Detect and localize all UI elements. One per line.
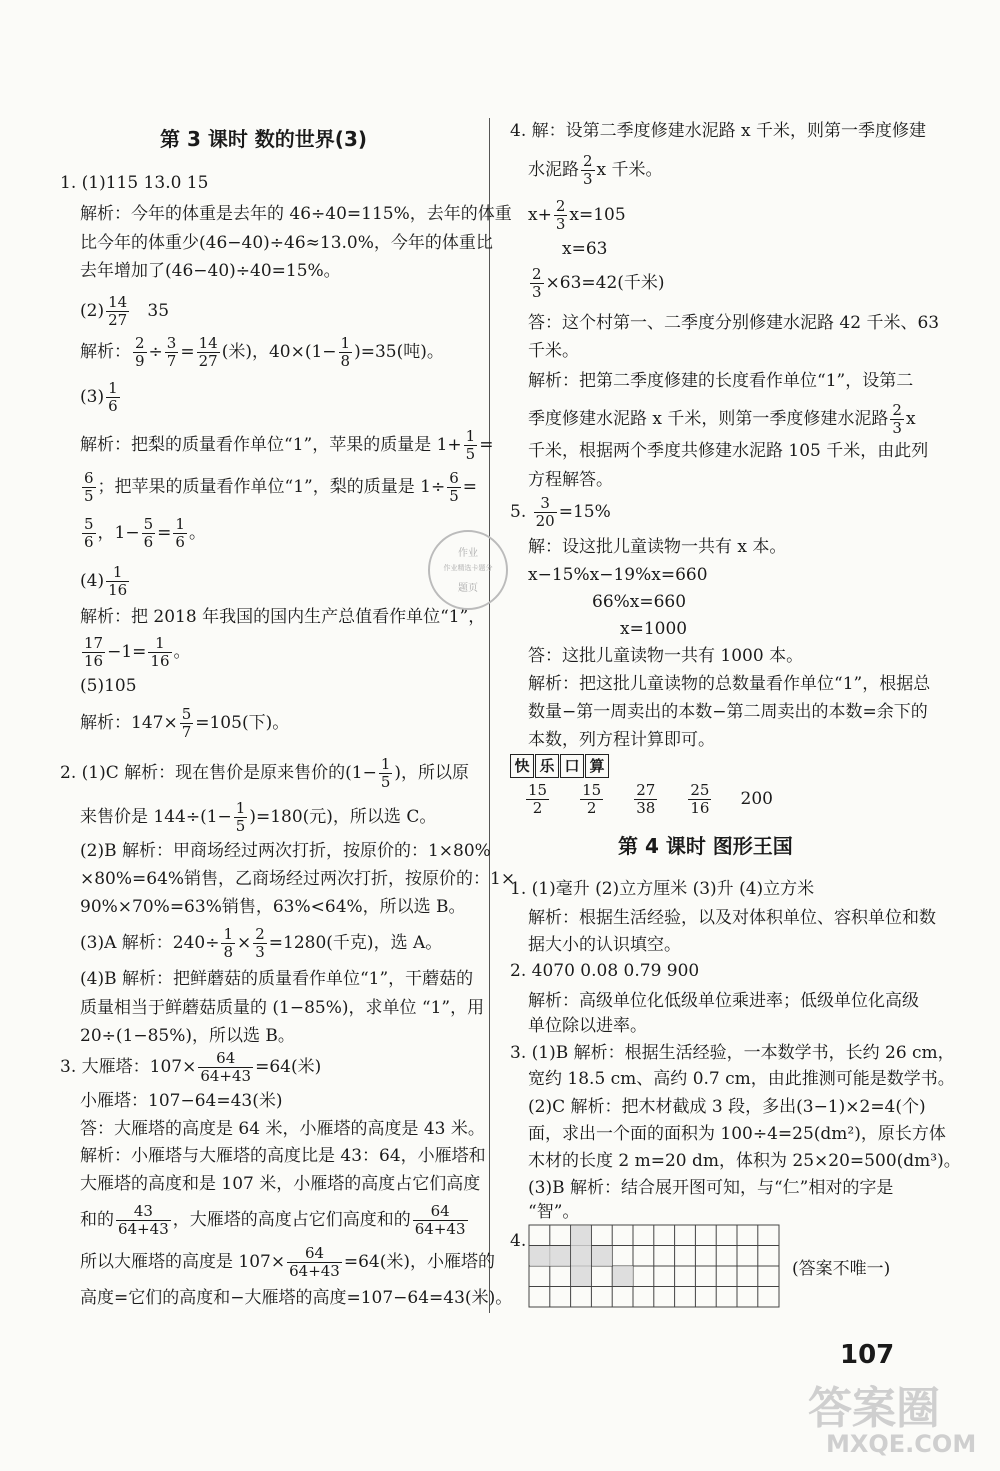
q2-2-line-3: 90%×70%=63%销售，63%<64%，所以选 B。 [80,897,466,917]
r-q4-explain-4: 方程解答。 [528,470,613,490]
r-q4-equation-1: x+ $\frac{2}{3}$ x=105 [528,197,626,233]
r-q4-equation-2: x=63 [562,239,608,259]
q2-1-line-1: 2. (1)C 解析：现在售价是原来售价的(1− $\frac{1}{5}$ )，所以原 [60,755,469,791]
q1-3-explain-1: 解析：把梨的质量看作单位“1”，苹果的质量是 1+ $\frac{1}{5}$ = [80,427,494,463]
q1-1-explain-1: 解析：今年的体重是去年的 46÷40=115%，去年的体重 [80,204,512,224]
q3-line-5: 大雁塔的高度和是 107 米，小雁塔的高度占它们高度 [80,1174,481,1194]
r-q4-explain-3: 千米，根据两个季度共修建水泥路 105 千米，由此列 [528,441,929,461]
q1-1-answer: 1. (1)115 13.0 15 [60,173,209,193]
r-q5-line-1: 5. $\frac{3}{20}$ =15% [510,494,611,530]
r-q5-line-8: 数量−第一周卖出的本数−第二周卖出的本数=余下的 [528,702,928,722]
r-q4-equation-3: $\frac{2}{3}$ ×63=42(千米) [532,265,665,301]
q2-1-line-2: 来售价是 144÷(1− $\frac{1}{5}$ )=180(元)，所以选 C。 [80,799,437,835]
r-q5-line-4: 66%x=660 [592,592,687,612]
q3-line-4: 解析：小雁塔与大雁塔的高度比是 43：64，小雁塔和 [80,1146,486,1166]
l4-q2: 2. 4070 0.08 0.79 900 [510,961,700,981]
page-number: 107 [840,1340,895,1370]
kuaile-kousuan-label: 快 乐 口 算 [510,754,610,778]
q1-1-explain-2: 比今年的体重少(46−40)÷46≈13.0%，今年的体重比 [80,233,493,253]
l4-q2-explain-2: 单位除以进率。 [528,1016,647,1036]
l4-q3-line-6: (3)B 解析：结合展开图可知，与“仁”相对的字是 [528,1178,894,1198]
r-q4-explain-2: 季度修建水泥路 x 千米，则第一季度修建水泥路 $\frac{2}{3}$ x [528,401,916,437]
q1-4-answer: (4) $\frac{1}{16}$ [80,563,128,599]
r-q5-line-5: x=1000 [620,619,688,639]
r-q5-line-7: 解析：把这批儿童读物的总数量看作单位“1”，根据总 [528,674,931,694]
l4-q4-label: 4. [510,1231,527,1251]
r-q4-answer-2: 千米。 [528,341,579,361]
l4-q4-grid-diagram [528,1224,780,1308]
l4-q3-line-3: (2)C 解析：把木材截成 3 段，多出(3−1)×2=4(个) [528,1097,926,1117]
r-q4-line-1: 4. 解：设第二季度修建水泥路 x 千米，则第一季度修建 [510,121,927,141]
watermark-logo: 答案圈 [808,1383,940,1434]
l4-q3-line-2: 宽约 18.5 cm、高约 0.7 cm，由此推测可能是数学书。 [528,1069,955,1089]
l4-q4-note: (答案不唯一) [792,1259,891,1279]
q1-3-answer: (3) $\frac{1}{6}$ [80,379,118,415]
q1-1-explain-3: 去年增加了(46−40)÷40=15%。 [80,261,341,281]
kuaile-answers: $\frac{15}{2}$ $\frac{15}{2}$ $\frac{27}{38}$ $\frac{25}{16}$ 200 [528,781,773,817]
l4-q2-explain-1: 解析：高级单位化低级单位乘进率；低级单位化高级 [528,991,919,1011]
stamp-image: 作业 作业精选卡题分 题页 [428,530,508,610]
q1-2-explain: 解析： $\frac{2}{9}$ ÷ $\frac{3}{7}$ = $\frac{14}{27}$ (米)，40×(1− $\frac{1}{8}$ )=35(吨)。 [80,334,444,370]
watermark-url: MXQE.COM [826,1430,977,1458]
q2-4-line-3: 20÷(1−85%)，所以选 B。 [80,1026,295,1046]
l4-q3-line-1: 3. (1)B 解析：根据生活经验，一本数学书，长约 26 cm， [510,1043,955,1063]
fraction: $\frac{14}{27}$ [108,293,128,329]
r-q4-line-2: 水泥路 $\frac{2}{3}$ x 千米。 [528,152,663,188]
l4-q3-line-4: 面，求出一个面的面积为 100÷4=25(dm²)，原长方体 [528,1124,946,1144]
r-q4-answer-1: 答：这个村第一、二季度分别修建水泥路 42 千米、63 [528,313,940,333]
lesson-3-title: 第 3 课时 数的世界(3) [160,127,368,151]
l4-q1: 1. (1)毫升 (2)立方厘米 (3)升 (4)立方米 [510,879,815,899]
q1-2-answer: (2) $\frac{14}{27}$ 35 [80,293,170,329]
q3-line-7: 所以大雁塔的高度是 107× $\frac{64}{64+43}$ =64(米)，小雁塔的 [80,1244,495,1280]
q1-4-explain-2: $\frac{17}{16}$ −1= $\frac{1}{16}$ 。 [84,634,191,670]
q2-2-line-2: ×80%=64%销售，乙商场经过两次打折，按原价的：1× [80,869,516,889]
column-divider [489,118,490,1313]
r-q5-line-3: x−15%x−19%x=660 [528,565,708,585]
q1-5-answer: (5)105 [80,676,137,696]
q3-line-6: 和的 $\frac{43}{64+43}$ ，大雁塔的高度占它们高度和的 $\frac{64}{64+43}$ [80,1202,466,1238]
q2-3: (3)A 解析：240÷ $\frac{1}{8}$ × $\frac{2}{3}$ =1280(千克)，选 A。 [80,925,443,961]
q1-3-explain-3: $\frac{5}{6}$ ，1− $\frac{5}{6}$ = $\frac{1}{6}$ 。 [84,515,206,551]
r-q5-line-2: 解：设这批儿童读物一共有 x 本。 [528,537,787,557]
q3-line-8: 高度=它们的高度和−大雁塔的高度=107−64=43(米)。 [80,1288,513,1308]
q2-4-line-1: (4)B 解析：把鲜蘑菇的质量看作单位“1”，干蘑菇的 [80,969,474,989]
l4-q3-line-5: 木材的长度 2 m=20 dm，体积为 25×20=500(dm³)。 [528,1151,961,1171]
q1-3-explain-2: $\frac{6}{5}$ ；把苹果的质量看作单位“1”，梨的质量是 1÷ $\frac{6}{5}$ = [84,469,478,505]
l4-q1-explain-1: 解析：根据生活经验，以及对体积单位、容积单位和数 [528,908,936,928]
q2-2-line-1: (2)B 解析：甲商场经过两次打折，按原价的：1×80% [80,841,491,861]
q2-4-line-2: 质量相当于鲜蘑菇质量的 (1−85%)，求单位 “1”，用 [80,998,485,1018]
r-q4-explain-1: 解析：把第二季度修建的长度看作单位“1”，设第二 [528,371,914,391]
q1-5-explain: 解析：147× $\frac{5}{7}$ =105(下)。 [80,705,290,741]
q3-line-1: 3. 大雁塔：107× $\frac{64}{64+43}$ =64(米) [60,1049,322,1085]
l4-q1-explain-2: 据大小的认识填空。 [528,935,681,955]
q3-line-2: 小雁塔：107−64=43(米) [80,1091,283,1111]
q1-4-explain-1: 解析：把 2018 年我国的国内生产总值看作单位“1”， [80,607,486,627]
lesson-4-title: 第 4 课时 图形王国 [618,834,793,858]
l4-q3-line-7: “智”。 [528,1202,580,1222]
r-q5-line-9: 本数，列方程计算即可。 [528,730,715,750]
q3-line-3: 答：大雁塔的高度是 64 米，小雁塔的高度是 43 米。 [80,1119,485,1139]
r-q5-line-6: 答：这批儿童读物一共有 1000 本。 [528,646,804,666]
